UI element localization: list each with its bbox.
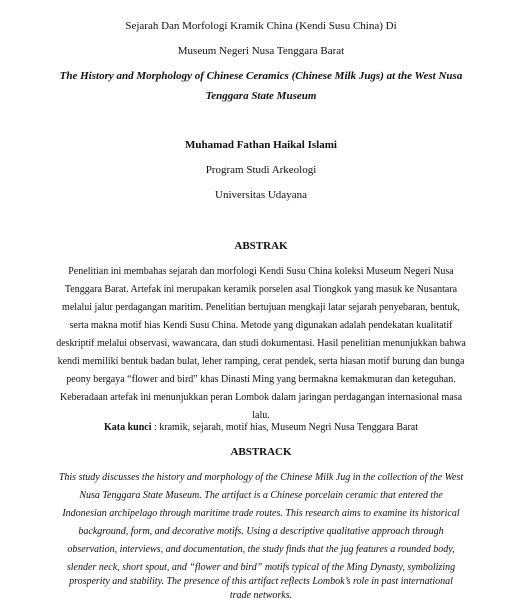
author-university: Universitas Udayana: [215, 189, 307, 201]
keywords-label: Kata kunci: [103, 422, 152, 433]
abstrak-line: deskriptif melalui observasi, wawancara, dan studi dokumentasi. Hasil penelitian menunjukkan bahwa: [56, 338, 466, 349]
abstract-line: prosperity and stability. The presence of this artifact reflects Lombok’s role in past international: [69, 576, 453, 587]
abstract-line: This study discusses the history and morphology of the Chinese Milk Jug in the collection of the West: [58, 472, 464, 483]
abstrak-line: melalui jalur perdagangan maritim. Penelitian bertujuan mengkaji latar sejarah penyebaran, bentuk,: [62, 302, 460, 313]
author-name: Muhamad Fathan Haikal Islami: [185, 139, 337, 151]
abstract-line: observation, interviews, and documentation, the study finds that the jug features a rounded body,: [67, 544, 455, 555]
abstrak-line: Keberadaan artefak ini menunjukkan peran Lombok dalam jaringan perdagangan internasional masa: [59, 392, 463, 403]
abstrak-line: peony bergaya “flower and bird” khas Dinasti Ming yang bermakna kemakmuran dan keteguhan.: [66, 374, 456, 385]
abstract-line: slender neck, short spout, and “flower and bird” motifs typical of the Ming Dynasty, symbolizing: [66, 562, 456, 573]
keywords-text: : kramik, sejarah, motif hias, Museum Negri Nusa Tenggara Barat: [151, 422, 419, 433]
title-indonesian-line-2: Museum Negeri Nusa Tenggara Barat: [177, 45, 345, 57]
abstract-line: Nusa Tenggara State Museum. The artifact is a Chinese porcelain ceramic that entered the: [79, 490, 443, 501]
abstrak-line: Tenggara Barat. Artefak ini merupakan keramik porselen asal Tiongkok yang masuk ke Nusantara: [64, 284, 458, 295]
abstract-line: trade networks.: [229, 590, 293, 601]
abstract-line: background, form, and decorative motifs. Using a descriptive qualitative approach through: [78, 526, 444, 537]
abstract-heading: ABSTRACK: [230, 446, 292, 458]
abstrak-line: Penelitian ini membahas sejarah dan morfologi Kendi Susu China koleksi Museum Negeri Nusa: [68, 266, 454, 277]
keywords-line: [40, 421, 482, 434]
title-english-line-2: Tenggara State Museum: [205, 90, 317, 102]
author-program: Program Studi Arkeologi: [205, 164, 317, 176]
abstrak-line: serta makna motif hias Kendi Susu China. Metode yang digunakan adalah pendekatan kualitatif: [69, 320, 453, 331]
abstrak-line: lalu.: [252, 410, 270, 421]
abstrak-line: kendi memiliki bentuk badan bulat, leher ramping, cerat pendek, serta hiasan motif burung dan bunga: [57, 356, 465, 367]
title-english-line-1: The History and Morphology of Chinese Ceramics (Chinese Milk Jugs) at the West Nusa: [59, 70, 463, 82]
abstract-line: Indonesian archipelago through maritime trade routes. This research aims to examine its historical: [62, 508, 460, 519]
abstrak-heading: ABSTRAK: [234, 240, 288, 252]
title-indonesian-line-1: Sejarah Dan Morfologi Kramik China (Kendi Susu China) Di: [125, 20, 397, 32]
